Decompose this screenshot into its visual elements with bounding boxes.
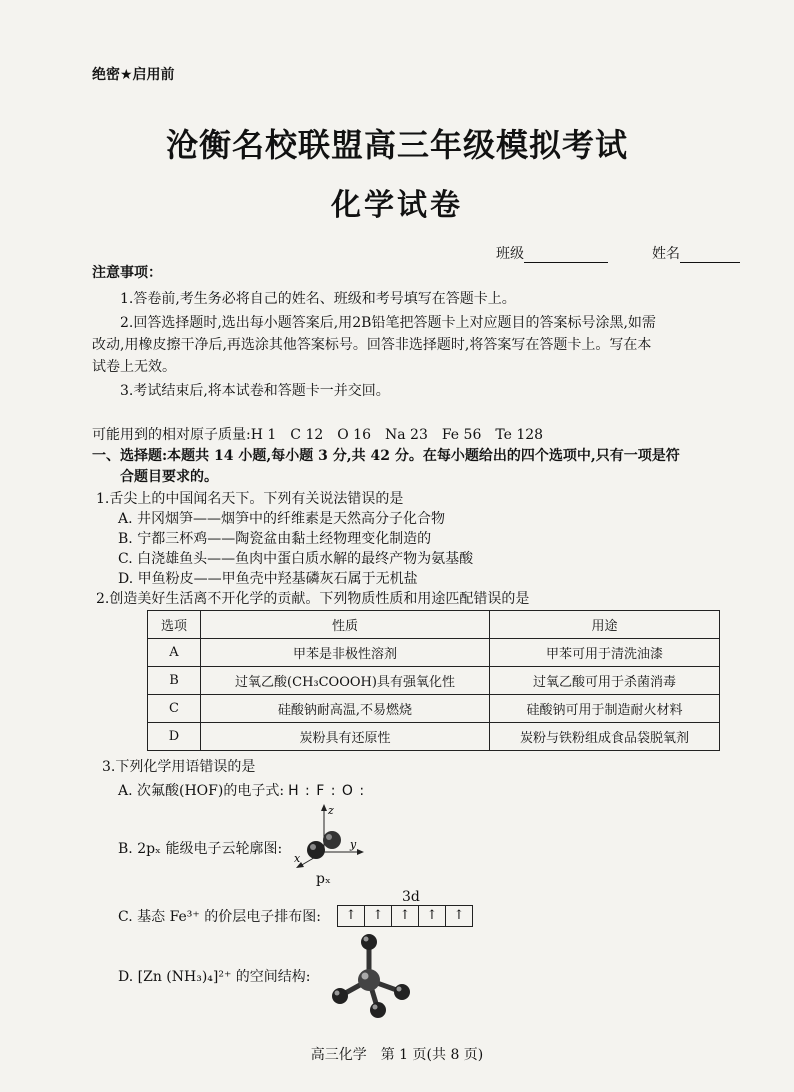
central-atom [358,969,380,991]
q3-option-a-label: A. 次氟酸(HOF)的电子式: [118,783,285,799]
q3-stem: 3.下列化学用语错误的是 [102,759,256,775]
q2-stem: 2.创造美好生活离不开化学的贡献。下列物质性质和用途匹配错误的是 [96,591,530,607]
notice-heading: 注意事项： [92,265,162,281]
orbital-box: ↑ [445,905,473,927]
name-label: 姓名 [652,246,680,262]
table-header-cell: 用途 [490,611,720,639]
section-heading-cont: 合题目要求的。 [120,469,218,485]
table-header-cell: 性质 [201,611,490,639]
q3-option-b: B. 2pₓ 能级电子云轮廓图: [118,841,283,857]
table-cell: 甲苯可用于清洗油漆 [490,639,720,667]
q2-table [147,610,720,751]
table-cell: 过氧乙酸可用于杀菌消毒 [490,667,720,695]
table-row [148,695,720,723]
subshell-label: 3d [402,889,420,905]
table-cell: B [148,667,201,695]
axis-label-x: x [294,852,301,865]
table-row [148,667,720,695]
table-cell: 炭粉与铁粉组成食品袋脱氧剂 [490,723,720,751]
page-footer: 高三化学 第 1 页(共 8 页) [310,1047,484,1063]
table-cell: 甲苯是非极性溶剂 [201,639,490,667]
class-field [496,243,608,263]
orbital-boxes [338,905,473,927]
exam-title: 沧衡名校联盟高三年级模拟考试 [165,126,628,164]
name-field [652,243,740,263]
q3-option-c: C. 基态 Fe³⁺ 的价层电子排布图: [118,909,321,925]
orbital-box: ↑ [391,905,419,927]
q1-option-b: B. 宁都三杯鸡——陶瓷盆由黏土经物理变化制造的 [118,531,432,547]
orbital-caption: pₓ [316,871,331,887]
class-label: 班级 [496,246,524,262]
q1-stem: 1.舌尖上的中国闻名天下。下列有关说法错误的是 [96,491,404,507]
exam-subtitle: 化学试卷 [331,188,463,223]
q1-option-c: C. 白浇雄鱼头——鱼肉中蛋白质水解的最终产物为氨基酸 [118,551,474,567]
orbital-box: ↑ [364,905,392,927]
q3-option-a [118,780,365,802]
table-cell: 炭粉具有还原性 [201,723,490,751]
q3-option-d: D. [Zn (NH₃)₄]²⁺ 的空间结构: [118,969,311,985]
table-row [148,639,720,667]
table-cell: 硅酸钠耐高温,不易燃烧 [201,695,490,723]
orbital-lobe [323,831,341,849]
q1-option-a: A. 井冈烟笋——烟笋中的纤维素是天然高分子化合物 [118,511,446,527]
table-cell: D [148,723,201,751]
table-cell: C [148,695,201,723]
orbital-box: ↑ [337,905,365,927]
table-header-row [148,611,720,639]
orbital-lobe [307,841,325,859]
table-header-cell: 选项 [148,611,201,639]
axis-label-y: y [350,838,357,851]
name-blank [680,248,740,263]
orbital-box: ↑ [418,905,446,927]
confidential-mark: 绝密★启用前 [92,67,175,83]
atomic-masses: 可能用到的相对原子质量:H 1 C 12 O 16 Na 23 Fe 56 Te 128 [92,427,544,443]
ligand-atom [361,934,377,950]
notice-item: 1.答卷前,考生务必将自己的姓名、班级和考号填写在答题卡上。 [120,291,516,307]
section-heading: 一、选择题:本题共 14 小题,每小题 3 分,共 42 分。在每小题给出的四个选项中,只有一项是符 [92,448,680,464]
table-cell: 硅酸钠可用于制造耐火材料 [490,695,720,723]
notice-item: 2.回答选择题时,选出每小题答案后,用2B铅笔把答题卡上对应题目的答案标号涂黑,如需 [120,315,656,331]
tetrahedral-structure [326,930,416,1022]
ligand-atom [394,984,410,1000]
class-blank [524,248,608,263]
electron-formula: H : F : O : [288,783,366,799]
notice-item: 试卷上无效。 [92,359,176,375]
q1-option-d: D. 甲鱼粉皮——甲鱼壳中羟基磷灰石属于无机盐 [118,571,418,587]
ligand-atom [332,988,348,1004]
ligand-atom [370,1002,386,1018]
table-cell: 过氧乙酸(CH₃COOOH)具有强氧化性 [201,667,490,695]
table-cell: A [148,639,201,667]
table-row [148,723,720,751]
axis-label-z: z [328,804,334,817]
notice-item: 3.考试结束后,将本试卷和答题卡一并交回。 [120,383,390,399]
notice-item: 改动,用橡皮擦干净后,再选涂其他答案标号。回答非选择题时,将答案写在答题卡上。写在本 [92,337,652,353]
